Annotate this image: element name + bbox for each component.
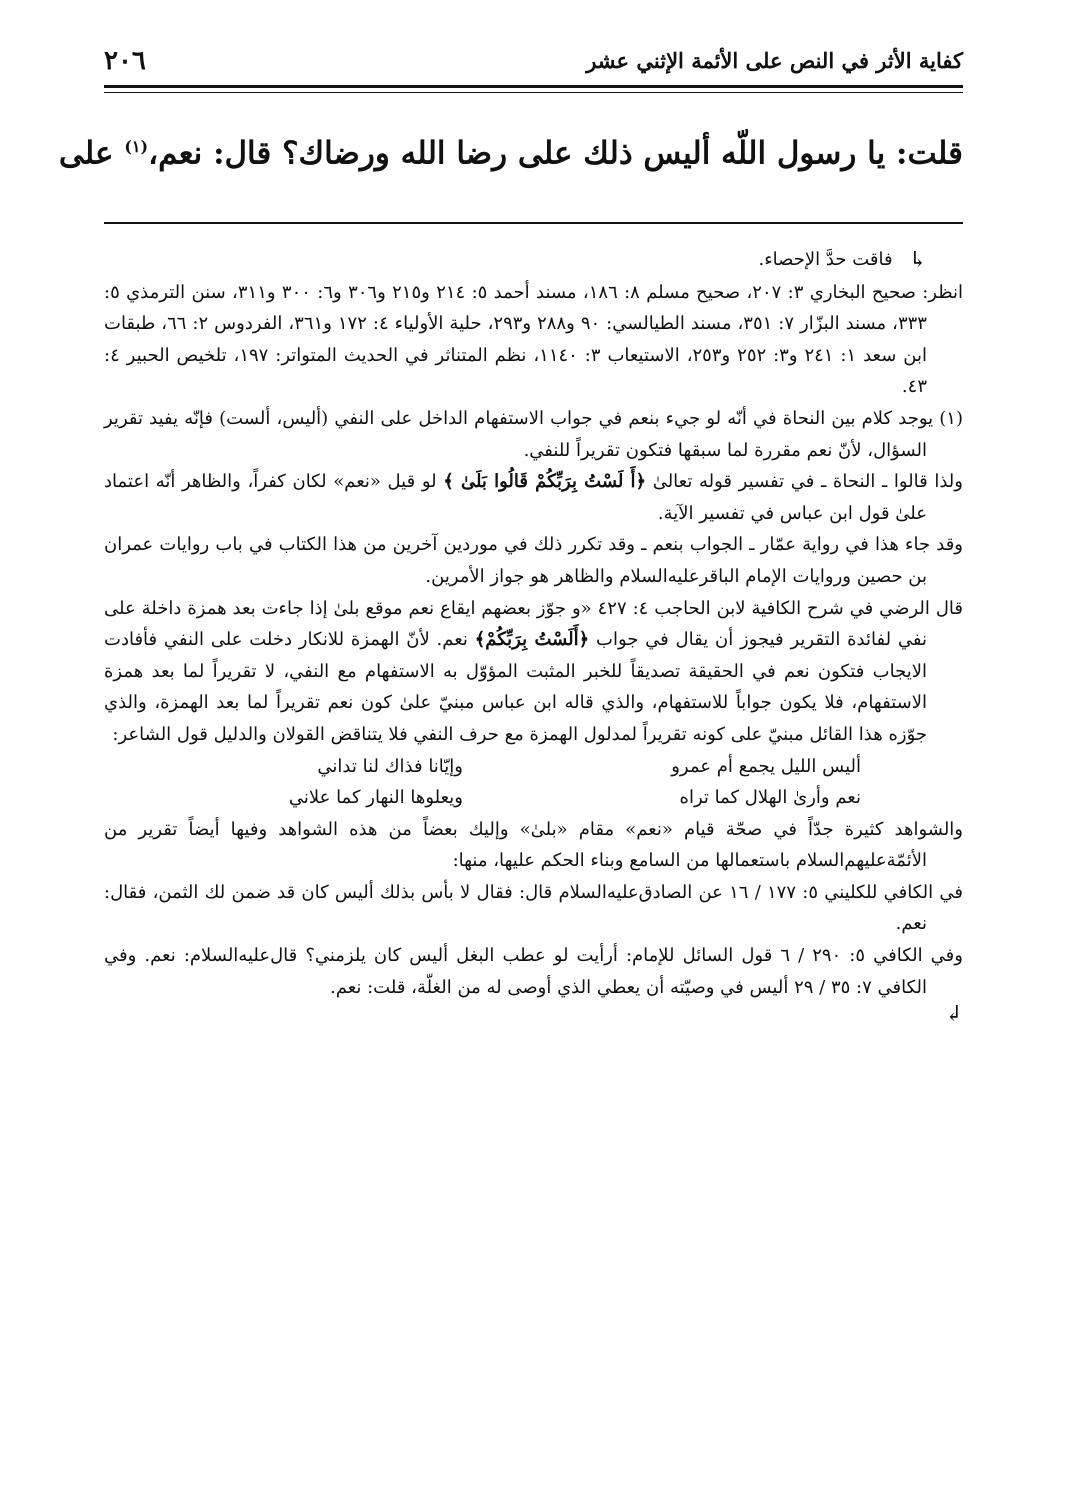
header-rule-thin [104,92,963,93]
page-number: ٢٠٦ [104,46,146,76]
footnote-1-para-6: في الكافي للكليني ٥: ١٧٧ / ١٦ عن الصادق‌عليه‌السلام قال: فقال لا بأس بذلك أليس كان قد ضمن لك الثمن، فقال: نعم. [104,881,963,935]
page-header [104,40,963,84]
main-text-after: على [58,135,125,172]
footnote-1-para-4: قال الرضي في شرح الكافية لابن الحاجب ٤: ٤٢٧ «و جوّز بعضهم ايقاع نعم موقع بلىٰ إذا جاءت بعد همزة داخلة على نفي لفائدة التقرير فيجوز أن يقال في جواب ﴿أَلَسْتُ بِرَبِّكُمْ﴾ نعم. لأنّ الهمزة للانكار دخلت على النفي فأفادت الايجاب فتكون نعم في الحقيقة تصديقاً للخبر المثبت المؤوّل به الاستفهام مع النفي، لا تقريراً لما بعد همزة الاستفهام، فلا يكون جواباً للاستفهام، والذي قاله ابن عباس مبنيّ علىٰ كون نعم تقريراً لما بعد الهمزة، والذي جوّزه هذا القائل مبنيّ على كونه تقريراً لمدلول الهمزة مع حرف النفي فلا يتناقض القولان والدليل قول الشاعر: [104,597,963,745]
continuation-arrow-icon: ↳ [908,248,927,273]
verse-hemistich-2: وإيّانا فذاك لنا تداني [317,755,463,777]
footnote-sources: انظر: صحيح البخاري ٣: ٢٠٧، صحيح مسلم ٨: ١٨٦، مسند أحمد ٥: ٢١٤ و٢١٥ و٣٠٦ و٦: ٣٠٠ و٣١١، سنن الترمذي ٥: ٣٣٣، مسند البزّار ٧: ٣٥١، مسند الطيالسي: ٩٠ و٢٨٨ و٢٩٣، حلية الأولياء ٤: ١٧٢ و٣٦١، الفردوس ٢: ٦٦، طبقات ابن سعد ١: ٢٤١ و٣: ٢٥٢ و٢٥٣، الاستيعاب ٣: ١١٤٠، نظم المتناثر في الحديث المتواتر: ١٩٧، تلخيص الحبير ٤: ٤٣. [104,281,963,398]
poem-verse [104,782,963,814]
footnote-1-para-1: (١) يوجد كلام بين النحاة في أنّه لو جيء بنعم في جواب الاستفهام الداخل على النفي (أليس، ألست) فإنّه يفيد تقرير السؤال، لأنّ نعم مقررة لما سبقها فتكون تقريراً للنفي. [104,407,963,461]
quran-quote: ﴿أَ لَسْتُ بِرَبِّكُمْ قَالُوا بَلَىٰ ﴾ [443,471,647,493]
footnote-1-para-7: وفي الكافي ٥: ٢٩٠ / ٦ قول السائل للإمام: أرأيت لو عطب البغل أليس كان يلزمني؟ قال‌عليه‌السلام: نعم. وفي الكافي ٧: ٣٥ / ٢٩ أليس في وصيّته أن يعطي الذي أوصى له من الغلّة، قلت: نعم. [104,945,963,998]
verse-hemistich-1: أليس الليل يجمع أم عمرو [671,755,861,777]
footnote-separator [104,222,963,224]
continued-arrow-icon: ↲ [944,1002,963,1028]
verse-hemistich-2: ويعلوها النهار كما علاني [288,787,463,809]
footnote-ref-1: (١) [124,137,149,156]
footnote-continuation: ↳فاقت حدَّ الإحصاء. [104,244,963,277]
footnote-1-para-5: والشواهد كثيرة جدّاً في صحّة قيام «نعم» مقام «بلىٰ» وإليك بعضاً من هذه الشواهد وفيها أيضاً تقرير من الأئمّة‌عليهم‌السلام باستعمالها من السامع وبناء الحكم عليها، منها: [104,818,963,872]
main-text-line [58,124,963,176]
main-text-before: قلت: يا رسول اللّه أليس ذلك على رضا الله ورضاك؟ قال: نعم، [148,135,963,172]
running-title: كفاية الأثر في النص على الأئمة الإثني عشر [586,48,963,73]
header-rule-thick [104,85,963,88]
footnotes [104,244,963,1027]
footnote-1-para-2: ولذا قالوا ـ النحاة ـ في تفسير قوله تعالىٰ ﴿أَ لَسْتُ بِرَبِّكُمْ قَالُوا بَلَىٰ ﴾ لو قيل «نعم» لكان كفراً، والظاهر أنّه اعتماد علىٰ قول ابن عباس في تفسير الآية. [104,471,963,524]
poem-verse [104,751,963,783]
footnote-1-para-3: وقد جاء هذا في رواية عمّار ـ الجواب بنعم ـ وقد تكرر ذلك في موردين آخرين من هذا الكتاب في باب روايات عمران بن حصين وروايات الإمام الباقر‌عليه‌السلام والظاهر هو جواز الأمرين. [104,534,963,587]
quran-quote: ﴿أَلَسْتُ بِرَبِّكُمْ﴾ [474,629,590,651]
verse-hemistich-1: نعم وأرىٰ الهلال كما تراه [679,787,861,809]
